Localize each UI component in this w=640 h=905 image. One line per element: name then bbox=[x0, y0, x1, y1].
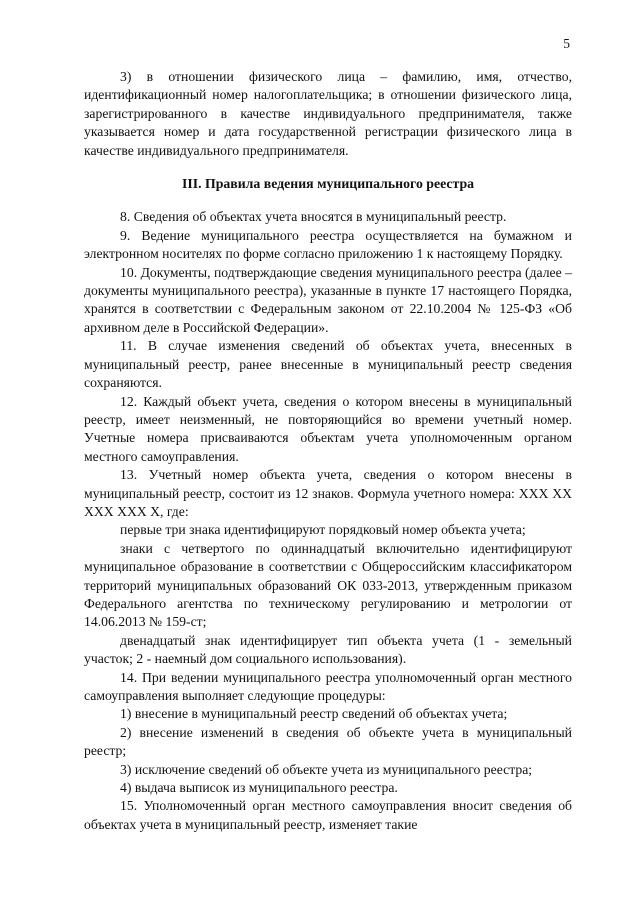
paragraph-13: 13. Учетный номер объекта учета, сведения о котором внесены в муниципальный реестр, состоит из 12 знаков. Формула учетного номера: XXX XX XXX XXX X, где: bbox=[84, 467, 572, 519]
paragraph-11: 11. В случае изменения сведений об объектах учета, внесенных в муниципальный реестр, ранее внесенные в муниципальный реестр сведения сохраняются. bbox=[84, 338, 572, 391]
page-number: 5 bbox=[563, 36, 570, 51]
paragraph-14: 14. При ведении муниципального реестра уполномоченный орган местного самоуправления выполняет следующие процедуры: bbox=[84, 669, 572, 703]
procedure-item-2: 2) внесение изменений в сведения об объекте учета в муниципальный реестр; bbox=[84, 724, 572, 759]
paragraph-9: 9. Ведение муниципального реестра осуществляется на бумажном и электронном носителях по форме согласно приложению 1 к настоящему Порядку. bbox=[84, 227, 572, 262]
paragraph-13-twelfth-sign: двенадцатый знак идентифицирует тип объекта учета (1 - земельный участок; 2 - наемный дом социального использования). bbox=[84, 632, 572, 667]
paragraph-3-natural-person: 3) в отношении физического лица – фамилию, имя, отчество, идентификационный номер налогоплательщика; в отношении физического лица, зарегистрированного в качестве индивидуального предпринимателя, также указывается номер и дата государственной регистрации физического лица в качестве индивидуального предпринимателя. bbox=[84, 69, 572, 158]
paragraph-13-first-three-signs: первые три знака идентифицируют порядковый номер объекта учета; bbox=[120, 522, 526, 538]
paragraph-12: 12. Каждый объект учета, сведения о котором внесены в муниципальный реестр, имеет неизменный, не повторяющийся во времени учетный номер. Учетные номера присваиваются объектам учета уполномоченным органом местного самоуправления. bbox=[84, 393, 572, 464]
procedure-item-1: 1) внесение в муниципальный реестр сведений об объектах учета; bbox=[120, 706, 508, 722]
paragraph-13-signs-4-to-11: знаки с четвертого по одиннадцатый включительно идентифицируют муниципальное образование в соответствии с Общероссийским классификатором территорий муниципальных образований ОК 033-2013, утвержденным приказом Федерального агентства по техническому регулированию и метрологии от 14.06.2013 № 159-ст; bbox=[84, 540, 572, 630]
procedure-item-3: 3) исключение сведений об объекте учета из муниципального реестра; bbox=[120, 761, 533, 777]
paragraph-15: 15. Уполномоченный орган местного самоуправления вносит сведения об объектах учета в муниципальный реестр, изменяет такие bbox=[84, 798, 572, 832]
paragraph-10: 10. Документы, подтверждающие сведения муниципального реестра (далее – документы муниципального реестра), указанные в пункте 17 настоящего Порядка, хранятся в соответствии с Федеральным законом от 22.10.2004 № 125-ФЗ «Об архивном деле в Российской Федерации». bbox=[84, 264, 572, 335]
procedure-item-4: 4) выдача выписок из муниципального реестра. bbox=[120, 780, 398, 796]
paragraph-8: 8. Сведения об объектах учета вносятся в муниципальный реестр. bbox=[120, 209, 507, 225]
section-heading: III. Правила ведения муниципального реестра bbox=[181, 176, 475, 192]
document-body bbox=[84, 68, 572, 834]
